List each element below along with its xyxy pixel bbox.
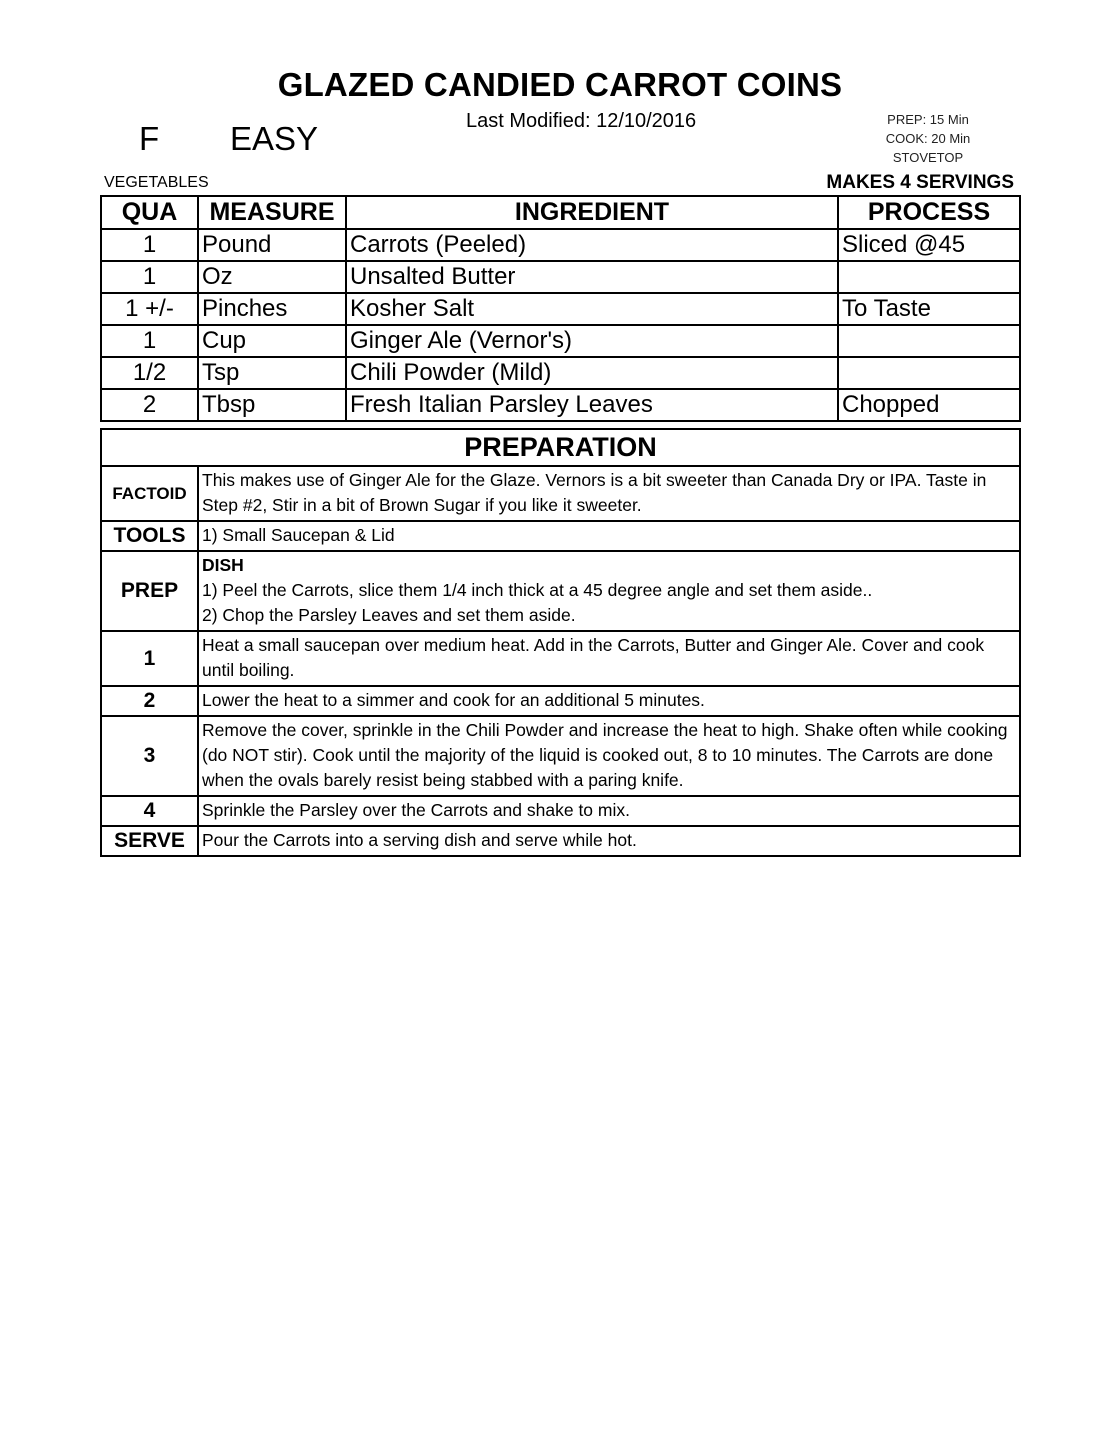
step-row [101, 796, 1020, 826]
process-cell: Chopped [838, 389, 1020, 421]
step-row [101, 686, 1020, 716]
ingredient-cell: Fresh Italian Parsley Leaves [346, 389, 838, 421]
recipe-title: GLAZED CANDIED CARROT COINS [277, 66, 843, 103]
prep-subhead: DISH [202, 555, 244, 575]
measure-cell: Oz [198, 261, 346, 293]
prep-text [198, 551, 1020, 631]
table-row [101, 261, 1020, 293]
qua-cell: 1 [101, 325, 198, 357]
measure-cell: Tsp [198, 357, 346, 389]
difficulty-label: EASY [230, 120, 319, 157]
step-label: 1 [101, 631, 198, 686]
step-text: Lower the heat to a simmer and cook for an additional 5 minutes. [198, 686, 1020, 716]
process-cell: Sliced @45 [838, 229, 1020, 261]
last-modified: Last Modified: 12/10/2016 [466, 110, 697, 132]
process-cell [838, 325, 1020, 357]
preparation-heading: PREPARATION [101, 429, 1020, 466]
step-text: Remove the cover, sprinkle in the Chili Powder and increase the heat to high. Shake often while cooking (do NOT stir). Cook until the majority of the liquid is cooked out, 8 to 10 minutes. The Carrots are done when the ovals barely resist being stabbed with a paring knife. [198, 716, 1020, 796]
serve-text: Pour the Carrots into a serving dish and serve while hot. [198, 826, 1020, 856]
measure-cell: Pound [198, 229, 346, 261]
grade-label: F [139, 120, 160, 157]
qua-cell: 1/2 [101, 357, 198, 389]
process-cell [838, 261, 1020, 293]
table-row [101, 389, 1020, 421]
step-label: 3 [101, 716, 198, 796]
step-label: 2 [101, 686, 198, 716]
prep-time: PREP: 15 Min [887, 112, 969, 127]
prep-line: 2) Chop the Parsley Leaves and set them aside. [202, 605, 576, 625]
ingredients-header-row [101, 196, 1020, 229]
qua-cell: 1 [101, 261, 198, 293]
category-label: VEGETABLES [104, 174, 209, 191]
servings-label: MAKES 4 SERVINGS [826, 172, 1014, 193]
preparation-table [100, 428, 1021, 857]
prep-label: PREP [101, 551, 198, 631]
time-info [868, 110, 988, 167]
qua-cell: 2 [101, 389, 198, 421]
header-qua: QUA [101, 196, 198, 229]
header-ingredient: INGREDIENT [346, 196, 838, 229]
factoid-label: FACTOID [101, 466, 198, 521]
qua-cell: 1 +/- [101, 293, 198, 325]
measure-cell: Tbsp [198, 389, 346, 421]
ingredient-cell: Chili Powder (Mild) [346, 357, 838, 389]
qua-cell: 1 [101, 229, 198, 261]
header-measure: MEASURE [198, 196, 346, 229]
ingredient-cell: Unsalted Butter [346, 261, 838, 293]
step-row [101, 631, 1020, 686]
cook-method: STOVETOP [892, 150, 964, 165]
prep-line: 1) Peel the Carrots, slice them 1/4 inch thick at a 45 degree angle and set them aside.. [202, 580, 873, 600]
step-label: 4 [101, 796, 198, 826]
tools-text: 1) Small Saucepan & Lid [198, 521, 1020, 551]
measure-cell: Cup [198, 325, 346, 357]
process-cell [838, 357, 1020, 389]
table-row [101, 325, 1020, 357]
process-cell: To Taste [838, 293, 1020, 325]
step-row [101, 716, 1020, 796]
ingredient-cell: Carrots (Peeled) [346, 229, 838, 261]
factoid-text: This makes use of Ginger Ale for the Glaze. Vernors is a bit sweeter than Canada Dry or IPA. Taste in Step #2, Stir in a bit of Brown Sugar if you like it sweeter. [198, 466, 1020, 521]
table-row [101, 293, 1020, 325]
ingredients-table [100, 195, 1021, 422]
ingredient-cell: Ginger Ale (Vernor's) [346, 325, 838, 357]
ingredient-cell: Kosher Salt [346, 293, 838, 325]
step-text: Heat a small saucepan over medium heat. Add in the Carrots, Butter and Ginger Ale. Cover and cook until boiling. [198, 631, 1020, 686]
table-row [101, 357, 1020, 389]
cook-time: COOK: 20 Min [885, 131, 971, 146]
factoid-row [101, 466, 1020, 521]
serve-row [101, 826, 1020, 856]
measure-cell: Pinches [198, 293, 346, 325]
prep-row [101, 551, 1020, 631]
serve-label: SERVE [101, 826, 198, 856]
tools-row [101, 521, 1020, 551]
header-process: PROCESS [838, 196, 1020, 229]
step-text: Sprinkle the Parsley over the Carrots and shake to mix. [198, 796, 1020, 826]
table-row [101, 229, 1020, 261]
tools-label: TOOLS [101, 521, 198, 551]
